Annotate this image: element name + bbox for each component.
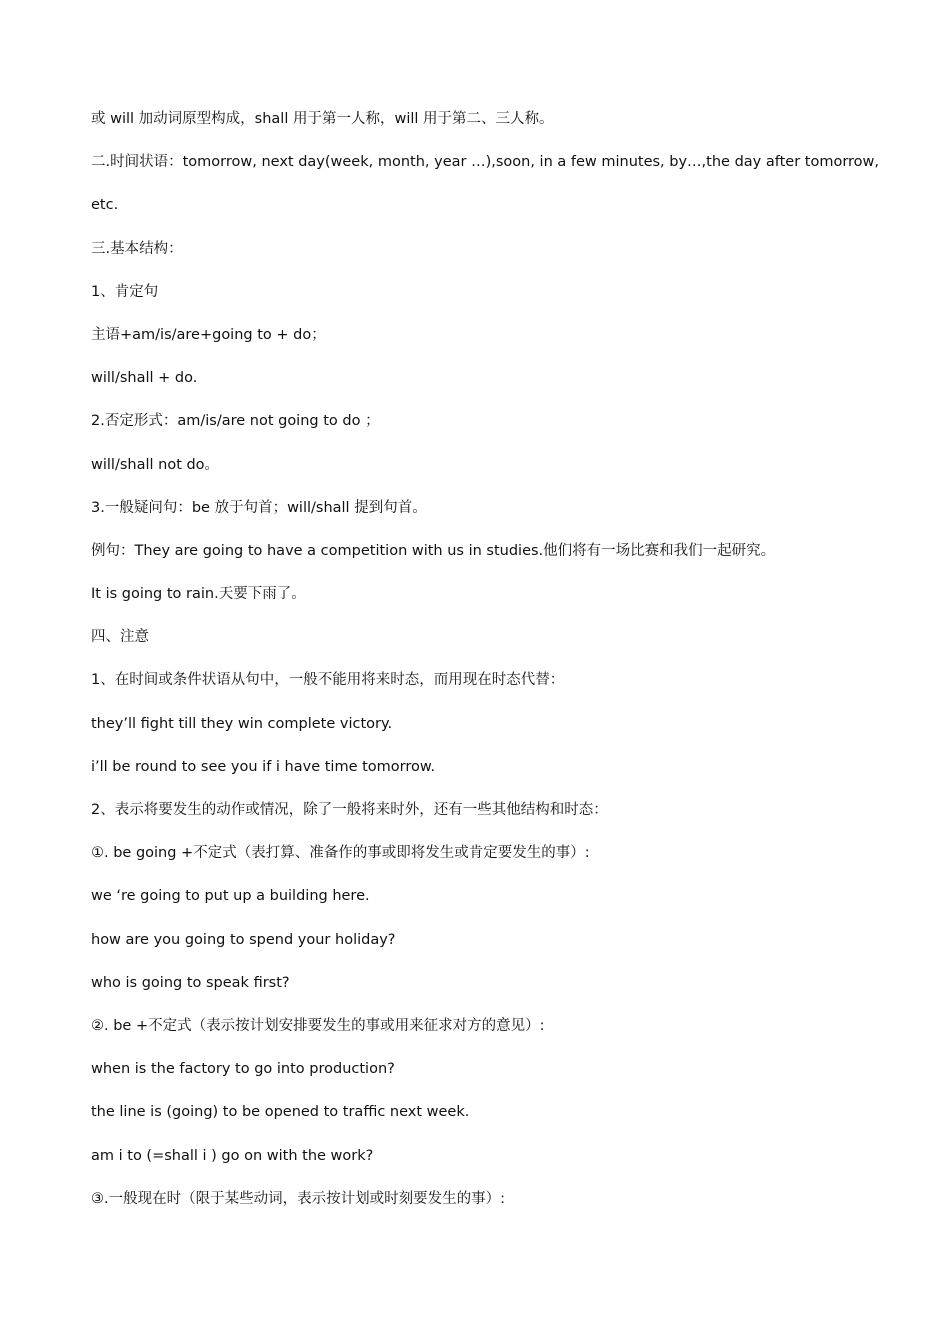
example-sentence: am i to (=shall i ) go on with the work? — [91, 1147, 374, 1164]
text-line: will/shall not do。 — [91, 456, 220, 473]
example-sentence: the line is (going) to be opened to traffic next week. — [91, 1104, 470, 1121]
text-line: etc. — [91, 197, 119, 214]
text-line: 2、表示将要发生的动作或情况，除了一般将来时外，还有一些其他结构和时态： — [91, 802, 608, 818]
text-line: 2.否定形式：am/is/are not going to do ； — [91, 413, 380, 430]
text-line: will/shall + do. — [91, 370, 198, 387]
document-body — [91, 108, 881, 1231]
text-line: ②. be +不定式（表示按计划安排要发生的事或用来征求对方的意见）: — [91, 1017, 545, 1034]
text-line: 或 will 加动词原型构成，shall 用于第一人称，will 用于第二、三人称。 — [91, 111, 554, 127]
text-line: 主语+am/is/are+going to + do； — [91, 326, 326, 343]
example-sentence: when is the factory to go into production? — [91, 1061, 395, 1078]
section-heading: 三.基本结构： — [91, 240, 183, 257]
subsection-heading: 1、肯定句 — [91, 283, 159, 300]
example-sentence: It is going to rain.天要下雨了。 — [91, 586, 306, 603]
text-line: 3.一般疑问句：be 放于句首；will/shall 提到句首。 — [91, 499, 427, 516]
example-sentence: how are you going to spend your holiday? — [91, 931, 396, 948]
example-sentence: i’ll be round to see you if i have time tomorrow. — [91, 758, 436, 775]
text-line: ①. be going +不定式（表打算、准备作的事或即将发生或肯定要发生的事）: — [91, 845, 590, 862]
example-sentence: we ‘re going to put up a building here. — [91, 888, 370, 905]
text-line: 1、在时间或条件状语从句中，一般不能用将来时态，而用现在时态代替： — [91, 672, 565, 689]
example-sentence: they’ll fight till they win complete victory. — [91, 715, 393, 732]
example-sentence: 例句：They are going to have a competition with us in studies.他们将有一场比赛和我们一起研究。 — [91, 542, 776, 559]
section-heading: 四、注意 — [91, 629, 149, 646]
example-sentence: who is going to speak first? — [91, 974, 290, 991]
text-line: ③.一般现在时（限于某些动词，表示按计划或时刻要发生的事）: — [91, 1190, 505, 1207]
text-line: 二.时间状语：tomorrow, next day(week, month, year …),soon, in a few minutes, by…,the day after tomorrow, — [91, 154, 880, 171]
